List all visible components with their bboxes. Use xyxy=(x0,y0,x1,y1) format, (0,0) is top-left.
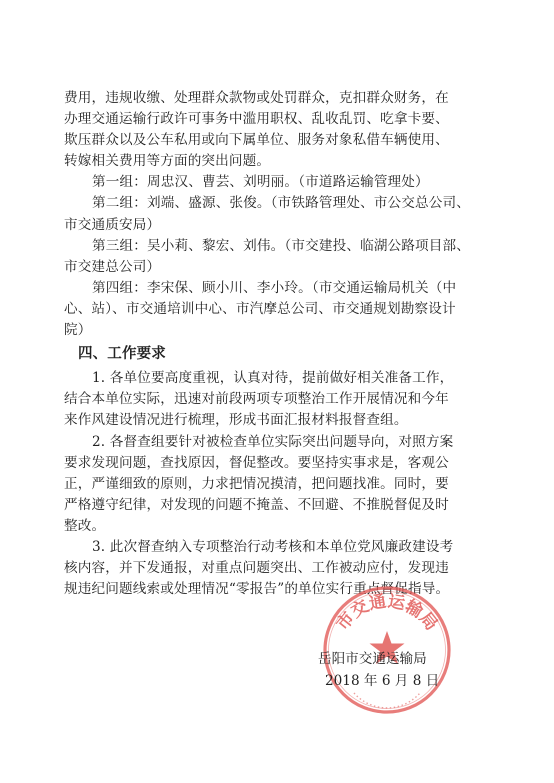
requirement-paragraphs xyxy=(64,368,494,600)
requirement-text-line: 整改。 xyxy=(64,517,106,534)
body-text-line: 办理交通运输行政许可事务中滥用职权、乱收乱罚、吃拿卡要、 xyxy=(64,111,449,128)
body-text-line: 第三组：吴小莉、黎宏、刘伟。（市交建投、临湖公路项目部、 xyxy=(92,237,471,254)
body-text-line: 市交建总公司） xyxy=(64,258,161,275)
body-text-line: 心、站）、市交通培训中心、市汽摩总公司、市交通规划勘察设计 xyxy=(64,300,456,317)
requirement-text-line: 3. 此次督查纳入专项整治行动考核和本单位党风廉政建设考 xyxy=(92,538,454,555)
requirement-text-line: 正，严谨细致的原则，力求把情况摸清，把问题找准。同时，要 xyxy=(64,475,449,492)
requirement-text-line: 2. 各督查组要针对被检查单位实际突出问题导向，对照方案 xyxy=(92,433,454,450)
svg-text:市交通运输局 xyxy=(332,591,441,635)
signature-date: 2018 年 6 月 8 日 xyxy=(325,673,440,689)
body-text-line: 欺压群众以及公车私用或向下属单位、服务对象私借车辆使用、 xyxy=(64,132,449,149)
body-text-line: 转嫁相关费用等方面的突出问题。 xyxy=(64,153,271,170)
seal-text: 市交通运输局 xyxy=(332,591,442,635)
requirement-text-line: 来作风建设情况进行梳理，形成书面汇报材料报督查组。 xyxy=(64,412,408,429)
requirement-text-line: 严格遵守纪律，对发现的问题不掩盖、不回避、不推脱督促及时 xyxy=(64,496,449,513)
signature-org: 岳阳市交通运输局 xyxy=(318,651,427,667)
body-text-line: 第四组：李宋保、顾小川、李小玲。（市交通运输局机关（中 xyxy=(92,279,457,296)
section-heading: 四、工作要求 xyxy=(78,346,166,363)
body-text-line: 院） xyxy=(64,322,92,339)
body-text-line: 市交通质安局） xyxy=(64,216,161,233)
requirement-text-line: 结合本单位实际，迅速对前段两项专项整治工作开展情况和今年 xyxy=(64,391,449,408)
body-text-line: 费用，违规收缴、处理群众款物或处罚群众，克扣群众财务，在 xyxy=(64,90,449,106)
requirement-text-line: 规违纪问题线索或处理情况“零报告”的单位实行重点督促指导。 xyxy=(64,581,450,598)
body-text-line: 第一组：周忠汉、曹芸、刘明丽。（市道路运输管理处） xyxy=(92,174,429,191)
body-text-line: 第二组：刘端、盛源、张俊。（市铁路管理处、市公交总公司、 xyxy=(92,195,471,212)
body-paragraphs xyxy=(64,88,494,341)
requirement-text-line: 核内容，并下发通报，对重点问题突出、工作被动应付，发现违 xyxy=(64,560,449,577)
requirement-text-line: 要求发现问题，查找原因，督促整改。要坚持实事求是，客观公 xyxy=(64,454,449,471)
document-body xyxy=(64,88,494,600)
requirement-text-line: 1. 各单位要高度重视，认真对待，提前做好相关准备工作， xyxy=(92,370,454,387)
